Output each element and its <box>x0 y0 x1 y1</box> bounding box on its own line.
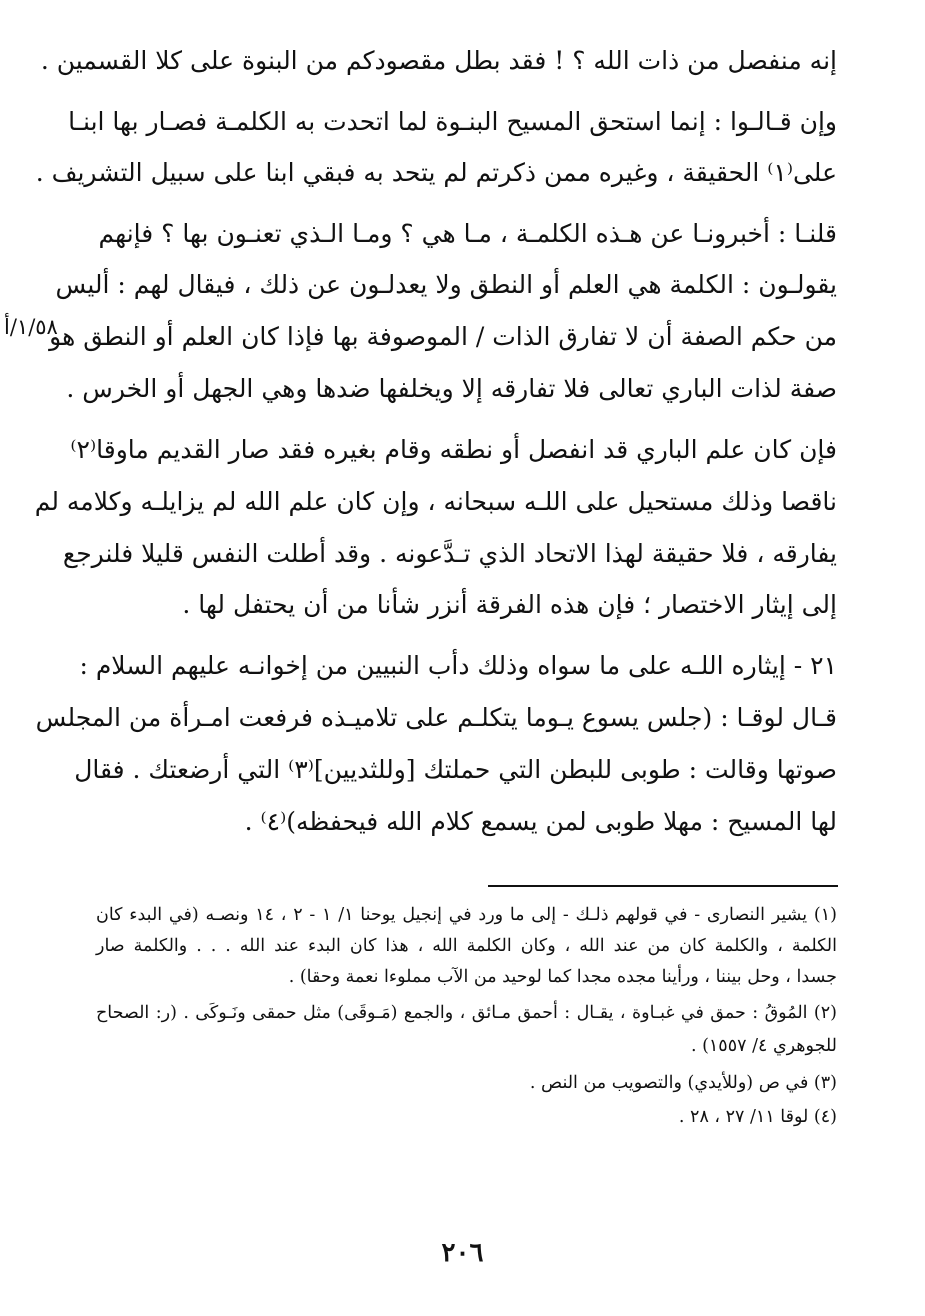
footnote-1-line-2: الكلمة ، والكلمة كان من عند الله ، وكان الكلمة الله ، هذا كان البدء عند الله . . . والكلمة صار <box>96 936 837 956</box>
body-line-7: صفة لذات الباري تعالى فلا تفارقه إلا ويخلفها ضدها وهي الجهل أو الخرس . <box>66 374 837 403</box>
footnote-2-line-2: للجوهري ٤/ ١٥٥٧) . <box>690 1036 837 1056</box>
body-line-2: وإن قـالـوا : إنما استحق المسيح البنـوة لما اتحدت به الكلمـة فصـار بها ابنـا <box>68 107 837 136</box>
page-number: ٢٠٦ <box>441 1238 484 1268</box>
footnote-4: (٤) لوقا ١١/ ٢٧ ، ٢٨ . <box>678 1107 837 1127</box>
body-line-1: إنه منفصل من ذات الله ؟ ! فقد بطل مقصودكم من البنوة على كلا القسمين . <box>40 46 837 75</box>
body-line-5: يقولـون : الكلمة هي العلم أو النطق ولا يعدلـون عن ذلك ، فيقال لهم : أليس <box>55 270 837 299</box>
footnote-2-line-1: (٢) المُوقُ : حمق في غبـاوة ، يقـال : أحمق مـائق ، والجمع (مَـوقَى) مثل حمقى ونَـوكَى . (ر: الصحاح <box>96 1003 837 1023</box>
body-line-8: فإن كان علم الباري قد انفصل أو نطقه وقام بغيره فقد صار القديم ماوقا⁽٢⁾ <box>70 435 837 464</box>
footnote-separator <box>488 885 838 887</box>
section-heading-21: ٢١ - إيثاره اللـه على ما سواه وذلك دأب النبيين من إخوانـه عليهم السلام : <box>79 651 837 680</box>
body-line-13: قـال لوقـا : (جلس يسوع يـوما يتكلـم على تلاميـذه فرفعت امـرأة من المجلس <box>35 703 837 732</box>
body-line-9: ناقصا وذلك مستحيل على اللـه سبحانه ، وإن كان علم الله لم يزايلـه وكلامه لم <box>34 487 837 516</box>
footnote-3: (٣) في ص (وللأيدي) والتصويب من النص . <box>529 1073 837 1093</box>
body-line-6: من حكم الصفة أن لا تفارق الذات / الموصوفة بها فإذا كان العلم أو النطق هو <box>49 322 837 351</box>
footnote-1-line-1: (١) يشير النصارى - في قولهم ذلـك - إلى ما ورد في إنجيل يوحنا ١/ ١ - ٢ ، ١٤ ونصـه (في البدء كان <box>96 905 837 925</box>
footnote-1-line-3: جسدا ، وحل بيننا ، ورأينا مجده مجدا كما لوحيد من الآب مملوءا نعمة وحقا) . <box>288 967 837 987</box>
body-line-3: على⁽١⁾ الحقيقة ، وغيره ممن ذكرتم لم يتحد به فبقي ابنا على سبيل التشريف . <box>35 158 837 187</box>
body-line-11: إلى إيثار الاختصار ؛ فإن هذه الفرقة أنزر شأنا من أن يحتفل لها . <box>182 590 837 619</box>
body-line-4: قلنـا : أخبرونـا عن هـذه الكلمـة ، مـا هي ؟ ومـا الـذي تعنـون بها ؟ فإنهم <box>98 219 837 248</box>
body-line-10: يفارقه ، فلا حقيقة لهذا الاتحاد الذي تـدَّعونه . وقد أطلت النفس قليلا فلنرجع <box>62 539 837 568</box>
margin-folio-reference: ١/٥٨/أ <box>4 315 58 339</box>
body-line-15: لها المسيح : مهلا طوبى لمن يسمع كلام الله فيحفظه)⁽٤⁾ . <box>244 807 837 836</box>
body-line-14: صوتها وقالت : طوبى للبطن التي حملتك [وللثديين]⁽٣⁾ التي أرضعتك . فقال <box>74 755 837 784</box>
